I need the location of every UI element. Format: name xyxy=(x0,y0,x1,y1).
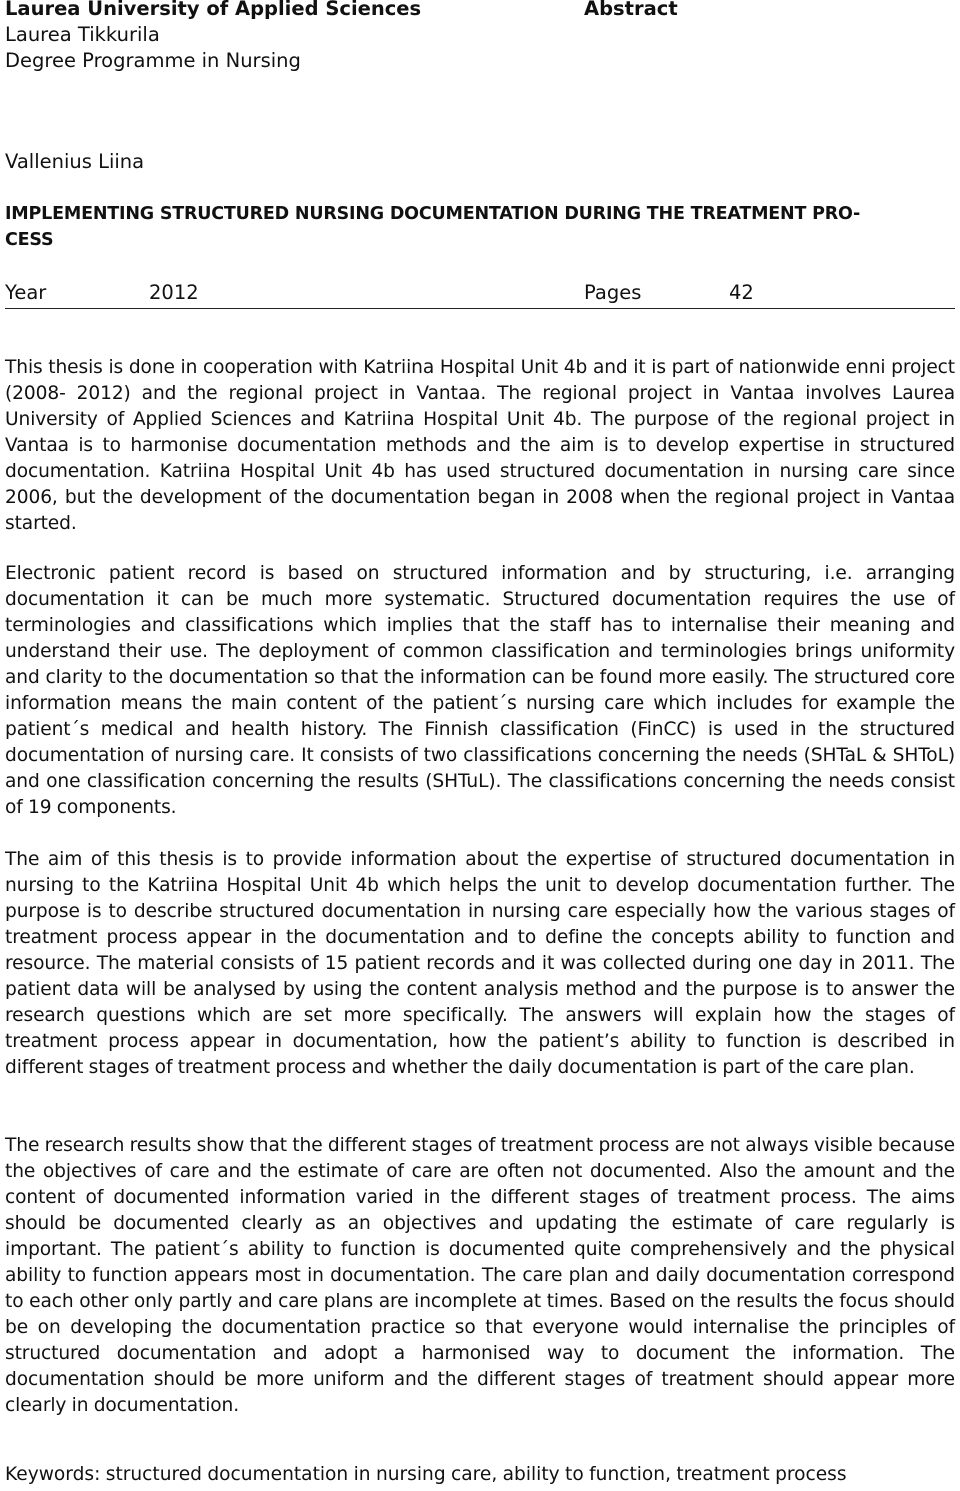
section-heading: Abstract xyxy=(584,0,678,20)
abstract-paragraph-4: The research results show that the different stages of treatment process are not always visible because the objectives of care and the estimate of care are often not documented. Also the amount and the content of documented information varied in the different stages of treatment process. The aims should be documented clearly as an objectives and updating the estimate of care regularly is important. The patient´s ability to function is documented quite comprehensively and the physical ability to function appears most in documentation. The care plan and daily documentation correspond to each other only partly and care plans are incomplete at times. Based on the results the focus should be on developing the documentation practice so that everyone would internalise the principles of structured documentation and adopt a harmonised way to document the information. The documentation should be more uniform and the different stages of treatment should appear more clearly in documentation. xyxy=(5,1134,955,1416)
degree-programme: Degree Programme in Nursing xyxy=(5,49,301,72)
abstract-paragraph-3: The aim of this thesis is to provide information about the expertise of structured documentation in nursing to the Katriina Hospital Unit 4b which helps the unit to develop documentation further. The purpose is to describe structured documentation in nursing care especially how the various stages of treatment process appear in the documentation and to define the concepts ability to function and resource. The material consists of 15 patient records and it was collected during one day in 2011. The patient data will be analysed by using the content analysis method and the purpose is to answer the research questions which are set more specifically. The answers will explain how the stages of treatment process appear in documentation, how the patient’s ability to function is described in different stages of treatment process and whether the daily documentation is part of the care plan. xyxy=(5,848,955,1078)
keywords: Keywords: structured documentation in nursing care, ability to function, treatment process xyxy=(5,1464,847,1485)
thesis-title: IMPLEMENTING STRUCTURED NURSING DOCUMENTATION DURING THE TREATMENT PRO-CESS xyxy=(5,204,861,250)
abstract-paragraph-2: Electronic patient record is based on structured information and by structuring, i.e. arranging documentation it can be much more systematic. Structured documentation requires the use of terminologies and classifications which implies that the staff has to internalise their meaning and understand their use. The deployment of common classification and terminologies brings uniformity and clarity to the documentation so that the information can be found more easily. The structured core information means the main content of the patient´s nursing care which includes for example the patient´s medical and health history. The Finnish classification (FinCC) is used in the structured documentation of nursing care. It consists of two classifications concerning the needs (SHTaL & SHToL) and one classification concerning the results (SHTuL). The classifications concerning the needs consist of 19 components. xyxy=(5,562,955,818)
campus-name: Laurea Tikkurila xyxy=(5,23,160,46)
year-label: Year xyxy=(5,281,47,304)
institution-header xyxy=(5,0,421,74)
thesis-meta-row xyxy=(5,280,955,309)
pages-label: Pages xyxy=(584,281,642,304)
author-name: Vallenius Liina xyxy=(5,150,145,173)
abstract-paragraph-1: This thesis is done in cooperation with Katriina Hospital Unit 4b and it is part of nationwide enni project (2008- 2012) and the regional project in Vantaa. The regional project in Vantaa involves Laurea University of Applied Sciences and Katriina Hospital Unit 4b. The purpose of the regional project in Vantaa is to harmonise documentation methods and the aim is to develop expertise in structured documentation. Katriina Hospital Unit 4b has used structured documentation in nursing care since 2006, but the development of the documentation began in 2008 when the regional project in Vantaa started. xyxy=(5,356,955,534)
pages-value: 42 xyxy=(729,281,754,304)
year-value: 2012 xyxy=(149,281,199,304)
university-name: Laurea University of Applied Sciences xyxy=(5,0,422,20)
